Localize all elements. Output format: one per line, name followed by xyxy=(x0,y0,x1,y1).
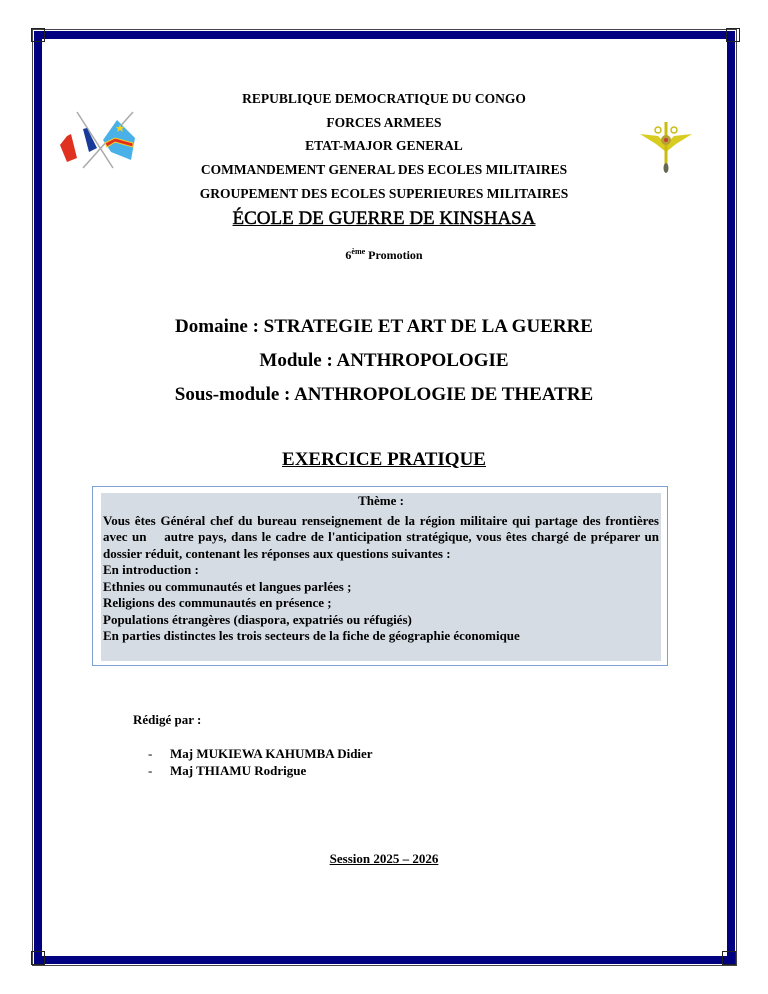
theme-line: En parties distinctes les trois secteurs de la fiche de géographie économique xyxy=(103,628,520,643)
author-item: - Maj THIAMU Rodrigue xyxy=(148,763,307,778)
border-corner xyxy=(722,951,736,965)
theme-box xyxy=(92,486,668,666)
authors-label: Rédigé par : xyxy=(133,712,202,727)
school-name: ÉCOLE DE GUERRE DE KINSHASA xyxy=(232,208,536,229)
promotion-number: 6 xyxy=(345,248,352,262)
theme-line: Populations étrangères (diaspora, expatriés ou réfugiés) xyxy=(103,611,412,627)
theme-title: Thème : xyxy=(358,493,404,508)
header-line: REPUBLIQUE DEMOCRATIQUE DU CONGO xyxy=(242,91,526,106)
border-corner xyxy=(31,951,45,965)
header-line: FORCES ARMEES xyxy=(326,115,442,130)
promotion-superscript: ème xyxy=(351,247,366,256)
author-name: Maj MUKIEWA KAHUMBA Didier xyxy=(170,746,373,761)
authors-list xyxy=(148,745,373,779)
author-name: Maj THIAMU Rodrigue xyxy=(170,763,307,778)
theme-line: Ethnies ou communautés et langues parlées ; xyxy=(103,578,352,594)
border-corner xyxy=(31,28,45,42)
header-line: COMMANDEMENT GENERAL DES ECOLES MILITAIRES xyxy=(200,162,568,177)
exercise-title: EXERCICE PRATIQUE xyxy=(282,449,486,470)
session: Session 2025 – 2026 xyxy=(329,851,439,866)
theme-line: En introduction : xyxy=(103,562,199,577)
promotion xyxy=(0,247,768,263)
domain-title: Domaine : STRATEGIE ET ART DE LA GUERRE xyxy=(175,316,593,337)
header-line: ETAT-MAJOR GENERAL xyxy=(305,138,463,153)
module-title: Module : ANTHROPOLOGIE xyxy=(259,350,509,371)
promotion-label: Promotion xyxy=(368,248,423,262)
author-item: - Maj MUKIEWA KAHUMBA Didier xyxy=(148,746,373,761)
border-corner xyxy=(726,28,740,42)
header-line: GROUPEMENT DES ECOLES SUPERIEURES MILITAIRES xyxy=(199,186,569,201)
theme-line: Religions des communautés en présence ; xyxy=(103,595,332,610)
theme-paragraph: Vous êtes Général chef du bureau renseignement de la région militaire qui partage des frontières avec un autre pays, dans le cadre de l'anticipation stratégique, vous êtes chargé de préparer un dossier réduit, contenant les réponses aux questions suivantes : xyxy=(103,512,663,561)
submodule-title: Sous-module : ANTHROPOLOGIE DE THEATRE xyxy=(174,384,594,405)
